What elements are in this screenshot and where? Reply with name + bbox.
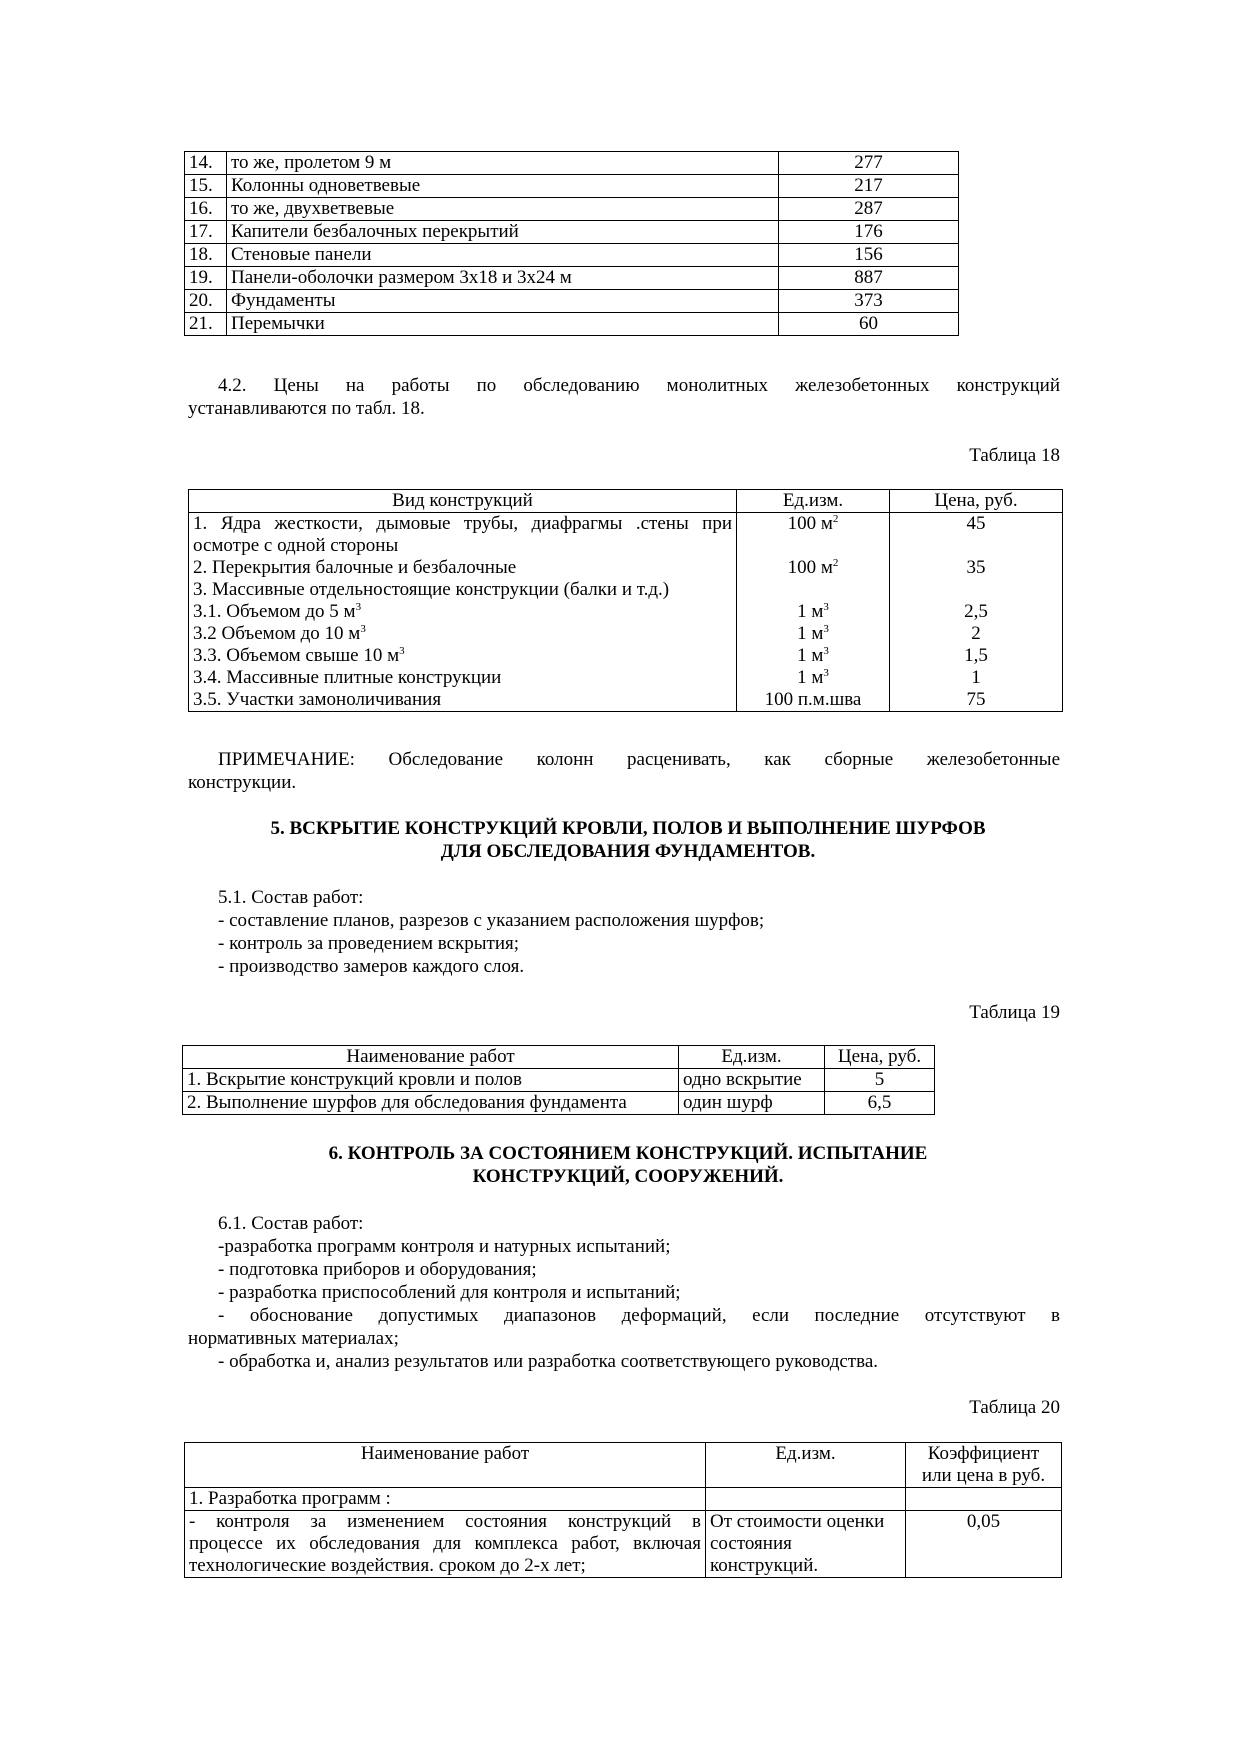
row-name: Фундаменты xyxy=(227,290,779,313)
table-row xyxy=(183,1069,935,1092)
list-item: -разработка программ контроля и натурных испытаний; xyxy=(218,1236,671,1257)
list-item: 6.1. Состав работ: xyxy=(218,1213,364,1234)
section-5-list xyxy=(188,886,1060,978)
list-item: - производство замеров каждого слоя. xyxy=(218,956,525,977)
row-number: 20. xyxy=(185,290,227,313)
unit-superscript: 2 xyxy=(832,557,839,569)
row-name: 2. Перекрытия балочные и безбалочные xyxy=(189,557,737,579)
row-unit-line: состояния xyxy=(710,1533,792,1554)
row-price: 287 xyxy=(779,198,959,221)
row-price: 6,5 xyxy=(825,1092,935,1115)
row-unit xyxy=(737,645,890,667)
list-group xyxy=(188,1212,1060,1304)
header-unit: Ед.изм. xyxy=(706,1443,906,1488)
list-group xyxy=(188,1350,1060,1373)
header-coefficient xyxy=(906,1443,1062,1488)
note-line: конструкции. xyxy=(188,772,297,793)
row-name: 3.4. Массивные плитные конструкции xyxy=(189,667,737,689)
table-19 xyxy=(182,1045,935,1115)
row-unit xyxy=(706,1511,906,1578)
header-name: Наименование работ xyxy=(183,1046,679,1069)
note-line: ПРИМЕЧАНИЕ: Обследование колонн расценивать, как сборные железобетонные xyxy=(218,749,1060,770)
table-row xyxy=(189,557,1063,579)
section-6-list xyxy=(188,1212,1060,1373)
table-row xyxy=(189,623,1063,645)
row-price: 1 xyxy=(890,667,1063,689)
row-name-line: - контроля за изменением состояния конструкций в xyxy=(189,1511,701,1532)
unit-text: 100 м xyxy=(787,557,833,578)
row-unit xyxy=(737,513,890,558)
row-unit: одно вскрытие xyxy=(679,1069,825,1092)
table-row xyxy=(189,689,1063,712)
paragraph-line: 4.2. Цены на работы по обследованию монолитных железобетонных конструкций xyxy=(218,375,1060,396)
name-superscript: 3 xyxy=(360,623,366,635)
section-5-heading xyxy=(188,817,1068,863)
row-name: Колонны одноветвевые xyxy=(227,175,779,198)
unit-text: 1 м xyxy=(797,601,824,622)
row-number: 16. xyxy=(185,198,227,221)
unit-superscript: 3 xyxy=(823,667,829,679)
list-item: - обработка и, анализ результатов или разработка соответствующего руководства. xyxy=(218,1351,879,1372)
row-unit xyxy=(706,1488,906,1511)
row-name-line: процессе их обследования для комплекса работ, включая xyxy=(189,1533,701,1554)
row-coefficient: 0,05 xyxy=(906,1511,1062,1578)
name-text: 3.1. Объемом до 5 м xyxy=(193,601,356,622)
table-row xyxy=(189,601,1063,623)
table-row xyxy=(185,244,959,267)
row-unit-line: От стоимости оценки xyxy=(710,1511,885,1532)
header-line: или цена в руб. xyxy=(921,1465,1046,1486)
row-price: 35 xyxy=(890,557,1063,579)
row-unit xyxy=(737,557,890,579)
row-name-line: осмотре с одной стороны xyxy=(193,535,399,556)
row-price: 45 xyxy=(890,513,1063,558)
unit-text: 1 м xyxy=(797,645,824,666)
table-row xyxy=(189,579,1063,601)
heading-line: 5. ВСКРЫТИЕ КОНСТРУКЦИЙ КРОВЛИ, ПОЛОВ И ВЫПОЛНЕНИЕ ШУРФОВ xyxy=(270,818,986,839)
row-name: 1. Разработка программ : xyxy=(185,1488,706,1511)
section-6-heading xyxy=(188,1142,1068,1188)
table-header-row xyxy=(189,490,1063,513)
row-name: Стеновые панели xyxy=(227,244,779,267)
row-name xyxy=(189,645,737,667)
row-unit-line: конструкций. xyxy=(710,1555,819,1576)
heading-line: КОНСТРУКЦИЙ, СООРУЖЕНИЙ. xyxy=(472,1166,784,1187)
name-text: 3.3. Объемом свыше 10 м xyxy=(193,645,400,666)
table-17-body xyxy=(185,152,959,336)
row-unit xyxy=(737,579,890,601)
paragraph-4-2 xyxy=(188,374,1060,420)
header-type: Вид конструкций xyxy=(189,490,737,513)
name-superscript: 3 xyxy=(355,601,362,613)
row-name-line: 1. Ядра жесткости, дымовые трубы, диафрагмы .стены при xyxy=(193,513,732,534)
unit-superscript: 2 xyxy=(832,513,839,525)
row-name: Капители безбалочных перекрытий xyxy=(227,221,779,244)
list-item: - контроль за проведением вскрытия; xyxy=(218,933,520,954)
table-18 xyxy=(188,489,1063,712)
table-row xyxy=(189,667,1063,689)
row-price: 373 xyxy=(779,290,959,313)
list-item-continuation: нормативных материалах; xyxy=(188,1328,399,1349)
row-number: 14. xyxy=(185,152,227,175)
row-number: 15. xyxy=(185,175,227,198)
unit-superscript: 3 xyxy=(823,623,829,635)
table-header-row xyxy=(185,1443,1062,1488)
header-line: Коэффициент xyxy=(927,1443,1040,1464)
row-price: 5 xyxy=(825,1069,935,1092)
row-unit xyxy=(737,667,890,689)
row-name: то же, пролетом 9 м xyxy=(227,152,779,175)
unit-text: 1 м xyxy=(797,667,824,688)
row-price: 2,5 xyxy=(890,601,1063,623)
row-price: 1,5 xyxy=(890,645,1063,667)
table-19-caption: Таблица 19 xyxy=(969,1002,1060,1023)
name-text: 3.2 Объемом до 10 м xyxy=(193,623,361,644)
list-item: - составление планов, разрезов с указанием расположения шурфов; xyxy=(218,910,765,931)
row-name-line: технологические воздействия. сроком до 2-х лет; xyxy=(189,1555,586,1576)
table-header-row xyxy=(183,1046,935,1069)
table-17-continued xyxy=(184,151,959,336)
table-row xyxy=(185,198,959,221)
table-row xyxy=(185,1488,1062,1511)
row-name: Панели-оболочки размером 3x18 и 3x24 м xyxy=(227,267,779,290)
table-20 xyxy=(184,1442,1062,1578)
row-name: 3.5. Участки замоноличивания xyxy=(189,689,737,712)
row-name: Перемычки xyxy=(227,313,779,336)
row-price: 75 xyxy=(890,689,1063,712)
table-row xyxy=(185,221,959,244)
table-row xyxy=(185,267,959,290)
row-number: 17. xyxy=(185,221,227,244)
list-item: - разработка приспособлений для контроля и испытаний; xyxy=(218,1282,681,1303)
row-number: 19. xyxy=(185,267,227,290)
name-superscript: 3 xyxy=(399,645,405,657)
row-price: 2 xyxy=(890,623,1063,645)
row-unit: один шурф xyxy=(679,1092,825,1115)
header-name: Наименование работ xyxy=(185,1443,706,1488)
table-row xyxy=(189,645,1063,667)
row-number: 21. xyxy=(185,313,227,336)
table-row xyxy=(185,1511,1062,1578)
row-name xyxy=(185,1511,706,1578)
header-unit: Ед.изм. xyxy=(737,490,890,513)
heading-line: 6. КОНТРОЛЬ ЗА СОСТОЯНИЕМ КОНСТРУКЦИЙ. ИСПЫТАНИЕ xyxy=(328,1143,928,1164)
row-name: 2. Выполнение шурфов для обследования фундамента xyxy=(183,1092,679,1115)
header-unit: Ед.изм. xyxy=(679,1046,825,1069)
paragraph-line: устанавливаются по табл. 18. xyxy=(188,398,425,419)
list-item: 5.1. Состав работ: xyxy=(218,887,364,908)
unit-superscript: 3 xyxy=(823,601,829,613)
row-unit xyxy=(737,623,890,645)
table-row xyxy=(183,1092,935,1115)
header-price: Цена, руб. xyxy=(890,490,1063,513)
row-name xyxy=(189,513,737,558)
row-name xyxy=(189,623,737,645)
list-item: - обоснование допустимых диапазонов деформаций, если последние отсутствуют в xyxy=(218,1305,1060,1326)
row-price: 156 xyxy=(779,244,959,267)
row-name: то же, двухветвевые xyxy=(227,198,779,221)
row-number: 18. xyxy=(185,244,227,267)
table-row xyxy=(185,175,959,198)
row-price xyxy=(890,579,1063,601)
unit-text: 1 м xyxy=(797,623,824,644)
row-name xyxy=(189,601,737,623)
row-price: 60 xyxy=(779,313,959,336)
table-row xyxy=(189,513,1063,558)
list-item: - подготовка приборов и оборудования; xyxy=(218,1259,537,1280)
table-20-caption: Таблица 20 xyxy=(969,1397,1060,1418)
table-18-caption: Таблица 18 xyxy=(969,445,1060,466)
row-price: 217 xyxy=(779,175,959,198)
row-name: 1. Вскрытие конструкций кровли и полов xyxy=(183,1069,679,1092)
table-row xyxy=(185,290,959,313)
row-price: 277 xyxy=(779,152,959,175)
row-price: 176 xyxy=(779,221,959,244)
row-unit: 100 п.м.шва xyxy=(737,689,890,712)
row-coefficient xyxy=(906,1488,1062,1511)
row-name: 3. Массивные отдельностоящие конструкции (балки и т.д.) xyxy=(189,579,737,601)
table-row xyxy=(185,152,959,175)
table-row xyxy=(185,313,959,336)
unit-superscript: 3 xyxy=(823,645,829,657)
note-paragraph xyxy=(188,748,1060,794)
row-unit xyxy=(737,601,890,623)
header-price: Цена, руб. xyxy=(825,1046,935,1069)
heading-line: ДЛЯ ОБСЛЕДОВАНИЯ ФУНДАМЕНТОВ. xyxy=(440,841,816,862)
unit-text: 100 м xyxy=(787,513,833,534)
row-price: 887 xyxy=(779,267,959,290)
